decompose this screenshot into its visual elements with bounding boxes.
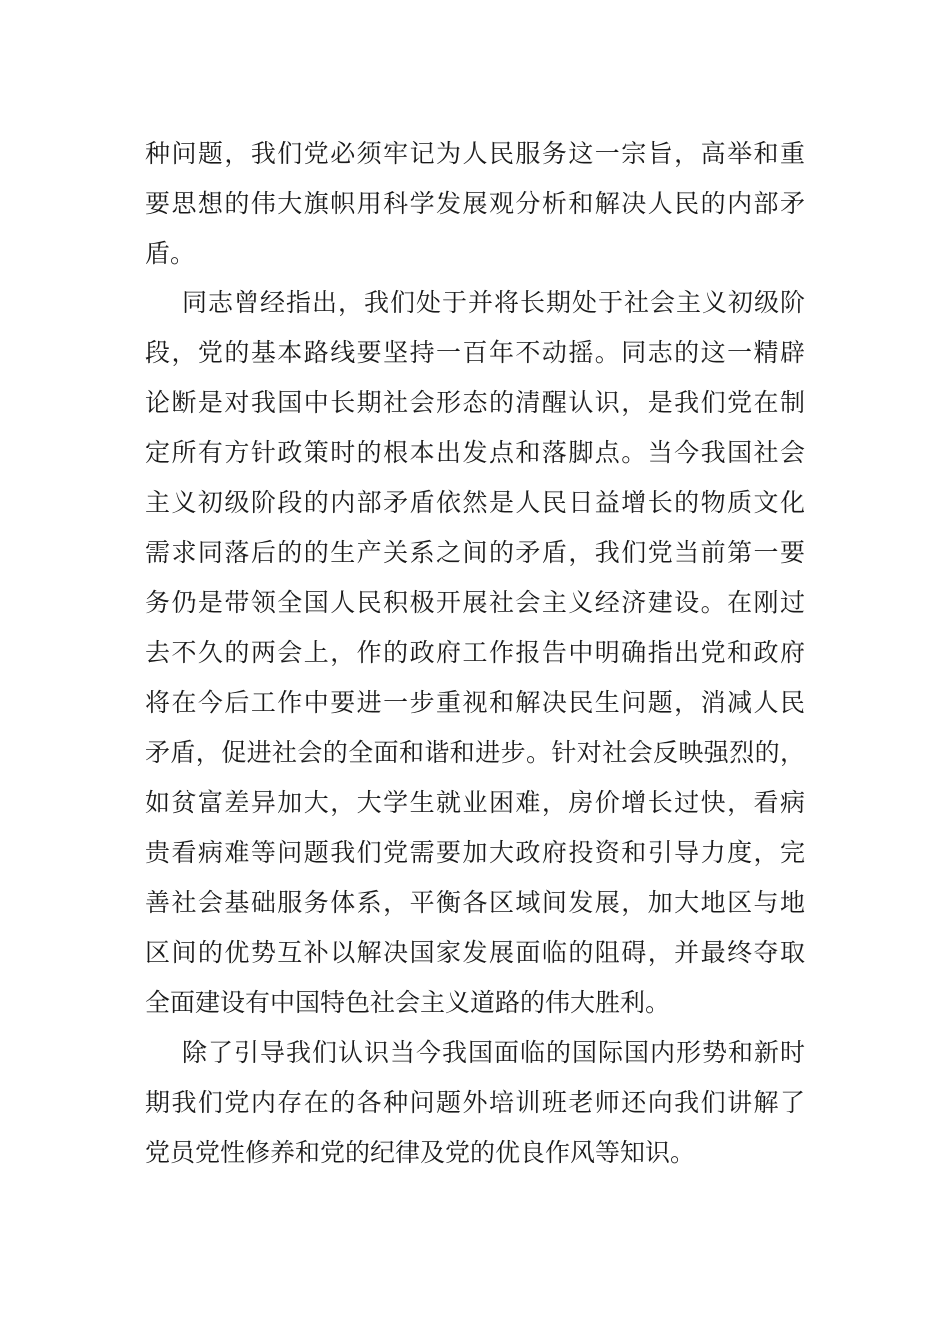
text-line: 要思想的伟大旗帜用科学发展观分析和解决人民的内部矛 [145, 189, 805, 218]
text-line: 务仍是带领全国人民积极开展社会主义经济建设。在刚过 [145, 588, 805, 617]
text-line: 将在今后工作中要进一步重视和解决民生问题，消减人民 [145, 688, 805, 717]
text-line: 定所有方针政策时的根本出发点和落脚点。当今我国社会 [145, 438, 805, 467]
text-line: 如贫富差异加大，大学生就业困难，房价增长过快，看病 [145, 788, 805, 817]
text-line: 期我们党内存在的各种问题外培训班老师还向我们讲解了 [145, 1088, 805, 1117]
text-line: 全面建设有中国特色社会主义道路的伟大胜利。 [145, 988, 671, 1017]
text-line: 同志曾经指出，我们处于并将长期处于社会主义初级阶 [182, 288, 805, 317]
text-line: 贵看病难等问题我们党需要加大政府投资和引导力度，完 [145, 838, 805, 867]
text-line: 主义初级阶段的内部矛盾依然是人民日益增长的物质文化 [145, 488, 805, 517]
text-line: 论断是对我国中长期社会形态的清醒认识，是我们党在制 [145, 388, 805, 417]
text-line: 段，党的基本路线要坚持一百年不动摇。同志的这一精辟 [145, 338, 805, 367]
text-line: 需求同落后的的生产关系之间的矛盾，我们党当前第一要 [145, 538, 805, 567]
text-line: 除了引导我们认识当今我国面临的国际国内形势和新时 [182, 1038, 805, 1067]
text-line: 党员党性修养和党的纪律及党的优良作风等知识。 [145, 1138, 696, 1167]
text-line: 善社会基础服务体系，平衡各区域间发展，加大地区与地 [145, 888, 805, 917]
text-line: 去不久的两会上，作的政府工作报告中明确指出党和政府 [145, 638, 805, 667]
text-line: 盾。 [145, 239, 196, 268]
text-line: 矛盾，促进社会的全面和谐和进步。针对社会反映强烈的， [145, 738, 805, 767]
text-line: 种问题，我们党必须牢记为人民服务这一宗旨，高举和重 [145, 139, 805, 168]
text-line: 区间的优势互补以解决国家发展面临的阻碍，并最终夺取 [145, 938, 805, 967]
